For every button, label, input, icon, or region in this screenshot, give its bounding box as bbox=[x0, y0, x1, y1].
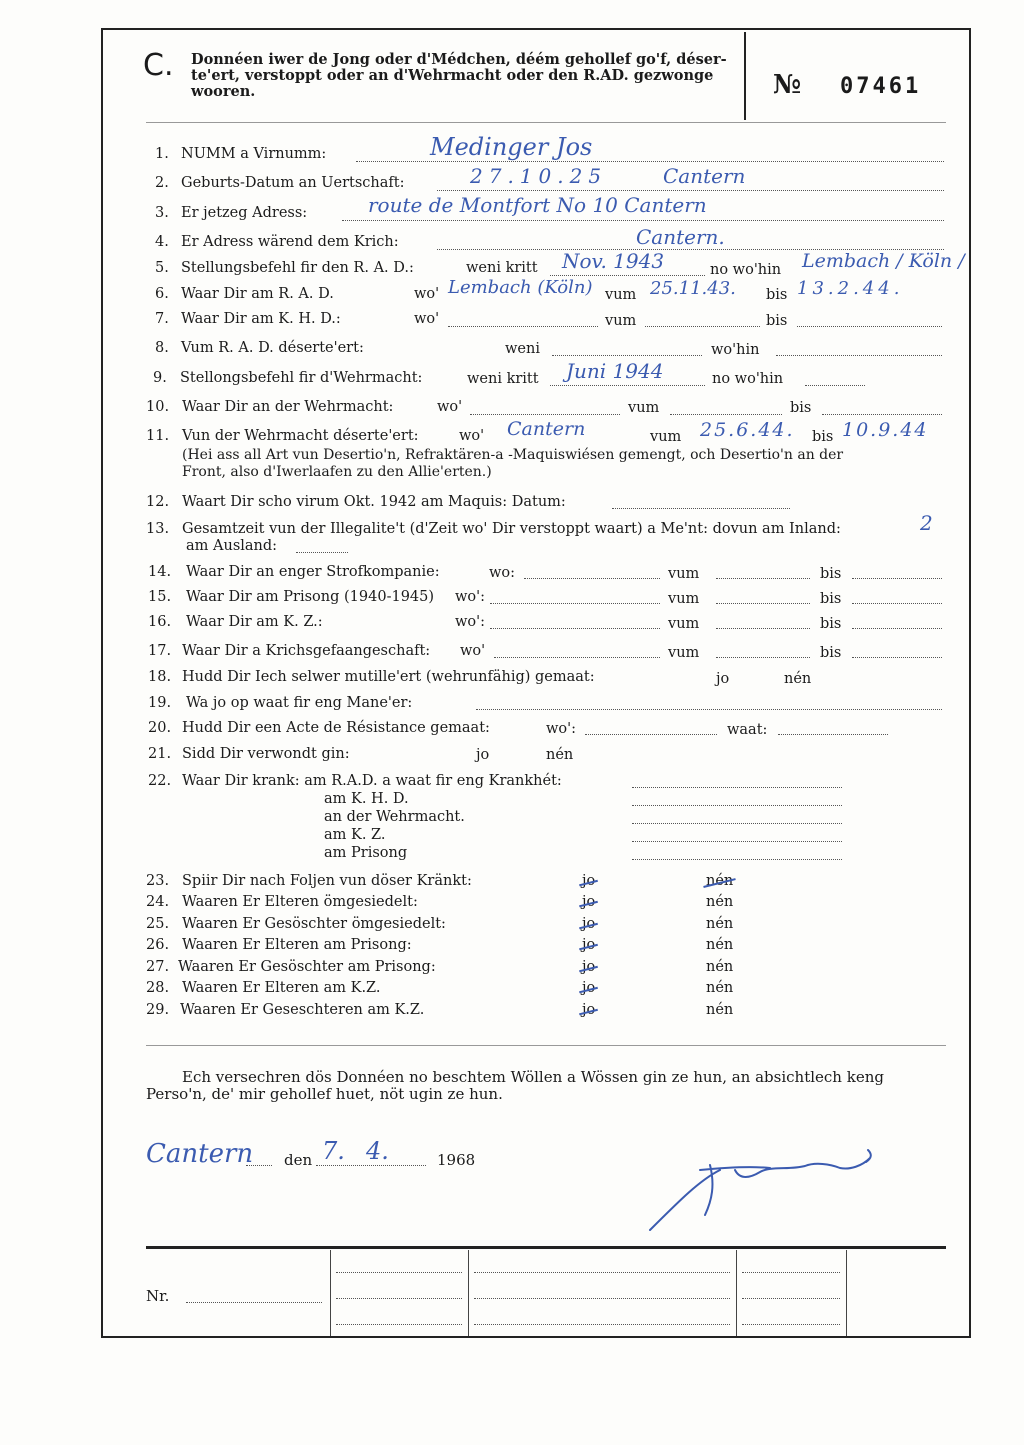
field-22-sub-2: an der Wehrmacht. bbox=[324, 809, 465, 825]
field-21-label: Sidd Dir verwondt gin: bbox=[182, 746, 350, 762]
field-23-nen: nén bbox=[706, 873, 734, 889]
field-11-wo-value: Cantern bbox=[507, 418, 586, 440]
field-3-num: 3. bbox=[155, 205, 169, 221]
field-20-waat-line bbox=[778, 734, 888, 735]
field-7-label: Waar Dir am K. H. D.: bbox=[181, 311, 341, 327]
field-22-sub-4: am Prisong bbox=[324, 845, 408, 861]
field-6-wo-value: Lembach (Köln) bbox=[448, 277, 593, 298]
field-16-wo-line bbox=[490, 628, 660, 629]
field-22-sub-3: am K. Z. bbox=[324, 827, 386, 843]
field-6-wo-label: wo' bbox=[414, 286, 440, 302]
signoff-date-line bbox=[316, 1165, 426, 1166]
field-13-ausland-line bbox=[296, 552, 348, 553]
field-10-wo-line bbox=[470, 414, 620, 415]
field-11-vum-label: vum bbox=[650, 429, 682, 445]
field-7-num: 7. bbox=[155, 311, 169, 327]
field-17-vum-line bbox=[716, 657, 810, 658]
field-18-label: Hudd Dir Iech selwer mutille'ert (wehrunfähig) gemaat: bbox=[182, 669, 595, 685]
field-19-num: 19. bbox=[148, 695, 172, 711]
field-26-jo: jo bbox=[582, 937, 596, 953]
field-7-vum-label: vum bbox=[605, 313, 637, 329]
field-7-bis-label: bis bbox=[766, 313, 788, 329]
field-16-vum-label: vum bbox=[668, 616, 700, 632]
field-14-wo-label: wo: bbox=[489, 565, 516, 581]
signoff-place-line bbox=[246, 1165, 272, 1166]
field-22-num: 22. bbox=[148, 773, 172, 789]
section-letter: C. bbox=[143, 48, 174, 83]
field-27-jo: jo bbox=[582, 959, 596, 975]
field-22-line-4 bbox=[632, 841, 842, 842]
field-5-num: 5. bbox=[155, 260, 169, 276]
field-11-num: 11. bbox=[146, 428, 170, 444]
field-17-label: Waar Dir a Krichsgefaangeschaft: bbox=[182, 643, 431, 659]
field-16-label: Waar Dir am K. Z.: bbox=[186, 614, 323, 630]
field-11-wo-label: wo' bbox=[459, 428, 485, 444]
footer-line-a2 bbox=[336, 1298, 462, 1299]
field-4-label: Er Adress wärend dem Krich: bbox=[181, 234, 399, 250]
footer-col-3 bbox=[736, 1250, 737, 1336]
field-2-num: 2. bbox=[155, 175, 169, 191]
field-5-weni-line bbox=[550, 275, 705, 276]
footer-line-b2 bbox=[474, 1298, 730, 1299]
field-25-label: Waaren Er Gesöschter ömgesiedelt: bbox=[182, 916, 446, 932]
field-20-num: 20. bbox=[148, 720, 172, 736]
field-11-bis-value: 10.9.44 bbox=[842, 419, 929, 441]
field-18-num: 18. bbox=[148, 669, 172, 685]
footer-line-c3 bbox=[742, 1324, 840, 1325]
field-22-label: Waar Dir krank: am R.A.D. a waat fir eng Krankhét: bbox=[182, 773, 562, 789]
field-25-num: 25. bbox=[146, 916, 170, 932]
field-16-bis-line bbox=[852, 628, 942, 629]
field-6-vum-value: 25.11.43. bbox=[650, 278, 736, 299]
footer-rule bbox=[146, 1246, 946, 1249]
field-14-label: Waar Dir an enger Strofkompanie: bbox=[186, 564, 440, 580]
field-7-wo-label: wo' bbox=[414, 311, 440, 327]
field-17-vum-label: vum bbox=[668, 645, 700, 661]
field-11-note-1: (Hei ass all Art vun Desertio'n, Refraktären-a -Maquiswiésen gemengt, och Desertio'n an der bbox=[182, 447, 844, 463]
field-27-label: Waaren Er Gesöschter am Prisong: bbox=[178, 959, 436, 975]
field-15-bis-label: bis bbox=[820, 591, 842, 607]
field-9-wohin-line bbox=[805, 385, 865, 386]
field-13-num: 13. bbox=[146, 521, 170, 537]
header-divider bbox=[744, 32, 746, 120]
field-10-bis-label: bis bbox=[790, 400, 812, 416]
footer-line-c1 bbox=[742, 1272, 840, 1273]
field-25-jo: jo bbox=[582, 916, 596, 932]
field-21-num: 21. bbox=[148, 746, 172, 762]
signoff-den: den bbox=[284, 1151, 313, 1169]
field-15-wo-line bbox=[490, 603, 660, 604]
field-1-value: Medinger Jos bbox=[430, 133, 593, 161]
field-12-label: Waart Dir scho virum Okt. 1942 am Maquis: Datum: bbox=[182, 494, 566, 510]
field-8-wohin-line bbox=[776, 355, 942, 356]
number-sign: № bbox=[773, 70, 802, 100]
field-19-line bbox=[476, 709, 942, 710]
field-5-weni-value: Nov. 1943 bbox=[562, 249, 665, 273]
field-24-num: 24. bbox=[146, 894, 170, 910]
field-23-jo: jo bbox=[582, 873, 596, 889]
field-5-wohin-label: no wo'hin bbox=[710, 262, 782, 278]
field-26-num: 26. bbox=[146, 937, 170, 953]
field-17-wo-line bbox=[494, 657, 660, 658]
field-22-line-1 bbox=[632, 787, 842, 788]
field-10-bis-line bbox=[822, 414, 942, 415]
field-4-num: 4. bbox=[155, 234, 169, 250]
field-10-wo-label: wo' bbox=[437, 399, 463, 415]
field-14-bis-line bbox=[852, 578, 942, 579]
field-11-vum-value: 25.6.44. bbox=[700, 419, 795, 441]
field-8-weni-label: weni bbox=[505, 341, 540, 357]
field-6-bis-label: bis bbox=[766, 287, 788, 303]
field-17-num: 17. bbox=[148, 643, 172, 659]
field-3-line bbox=[342, 220, 944, 221]
field-6-num: 6. bbox=[155, 286, 169, 302]
field-15-label: Waar Dir am Prisong (1940-1945) bbox=[186, 589, 435, 605]
form-title: Donnéen iwer de Jong oder d'Médchen, déém gehollef go'f, déser-te'ert, verstoppt oder an d'Wehrmacht oder den R.AD. gezwonge wooren. bbox=[191, 51, 727, 100]
signoff-day: 7. bbox=[322, 1137, 345, 1165]
field-2-date: 27.10.25 bbox=[470, 164, 608, 188]
field-5-label: Stellungsbefehl fir den R. A. D.: bbox=[181, 260, 414, 276]
field-9-weni-label: weni kritt bbox=[467, 371, 539, 387]
field-6-label: Waar Dir am R. A. D. bbox=[181, 286, 334, 302]
field-28-label: Waaren Er Elteren am K.Z. bbox=[182, 980, 381, 996]
field-6-bis-value: 13.2.44. bbox=[797, 278, 904, 299]
footer-col-2 bbox=[468, 1250, 469, 1336]
field-18-nen: nén bbox=[784, 671, 812, 687]
field-9-num: 9. bbox=[153, 370, 167, 386]
field-13-ausland-label: am Ausland: bbox=[186, 538, 278, 554]
declaration-line-2: Perso'n, de' mir gehollef huet, nöt ugin ze hun. bbox=[146, 1085, 503, 1103]
field-10-num: 10. bbox=[146, 399, 170, 415]
footer-nr-label: Nr. bbox=[146, 1287, 170, 1305]
field-5-weni-label: weni kritt bbox=[466, 260, 538, 276]
field-17-wo-label: wo' bbox=[460, 643, 486, 659]
field-26-nen: nén bbox=[706, 937, 734, 953]
footer-col-1 bbox=[330, 1250, 331, 1336]
field-23-num: 23. bbox=[146, 873, 170, 889]
field-20-waat-label: waat: bbox=[727, 722, 768, 738]
field-28-jo: jo bbox=[582, 980, 596, 996]
field-12-line bbox=[612, 508, 790, 509]
field-1-line bbox=[356, 161, 944, 162]
section-rule bbox=[146, 1045, 946, 1046]
field-16-wo-label: wo': bbox=[455, 614, 486, 630]
field-11-label: Vun der Wehrmacht déserte'ert: bbox=[182, 428, 419, 444]
signoff-place: Cantern bbox=[146, 1139, 254, 1169]
field-11-note-2: Front, also d'Iwerlaafen zu den Allie'erten.) bbox=[182, 464, 492, 480]
field-29-jo: jo bbox=[582, 1002, 596, 1018]
field-29-nen: nén bbox=[706, 1002, 734, 1018]
footer-col-4 bbox=[846, 1250, 847, 1336]
field-3-label: Er jetzeg Adress: bbox=[181, 205, 308, 221]
field-14-vum-line bbox=[716, 578, 810, 579]
field-20-wo-label: wo': bbox=[546, 721, 577, 737]
field-22-line-2 bbox=[632, 805, 842, 806]
field-29-num: 29. bbox=[146, 1002, 170, 1018]
field-3-value: route de Montfort No 10 Cantern bbox=[368, 193, 707, 217]
field-20-wo-line bbox=[585, 734, 717, 735]
field-9-wohin-label: no wo'hin bbox=[712, 371, 784, 387]
field-24-nen: nén bbox=[706, 894, 734, 910]
field-25-nen: nén bbox=[706, 916, 734, 932]
field-28-num: 28. bbox=[146, 980, 170, 996]
footer-line-a3 bbox=[336, 1324, 462, 1325]
field-24-label: Waaren Er Elteren ömgesiedelt: bbox=[182, 894, 418, 910]
footer-line-c2 bbox=[742, 1298, 840, 1299]
field-28-nen: nén bbox=[706, 980, 734, 996]
form-number: 07461 bbox=[840, 74, 922, 99]
field-15-vum-line bbox=[716, 603, 810, 604]
field-17-bis-label: bis bbox=[820, 645, 842, 661]
field-14-vum-label: vum bbox=[668, 566, 700, 582]
field-8-num: 8. bbox=[155, 340, 169, 356]
field-27-nen: nén bbox=[706, 959, 734, 975]
field-16-vum-line bbox=[716, 628, 810, 629]
field-22-line-3 bbox=[632, 823, 842, 824]
field-22-line-5 bbox=[632, 859, 842, 860]
footer-line-b1 bbox=[474, 1272, 730, 1273]
field-5-wohin-value: Lembach / Köln / bbox=[802, 250, 965, 272]
field-9-weni-line bbox=[550, 385, 705, 386]
field-15-vum-label: vum bbox=[668, 591, 700, 607]
header-rule bbox=[146, 122, 946, 123]
field-19-label: Wa jo op waat fir eng Mane'er: bbox=[186, 695, 413, 711]
signoff-month: 4. bbox=[366, 1137, 389, 1165]
declaration-line-1: Ech versechren dös Donnéen no beschtem Wöllen a Wössen gin ze hun, an absichtlech keng bbox=[182, 1068, 884, 1086]
field-29-label: Waaren Er Geseschteren am K.Z. bbox=[180, 1002, 425, 1018]
field-4-value: Cantern. bbox=[636, 225, 725, 249]
footer-line-b3 bbox=[474, 1324, 730, 1325]
field-21-jo: jo bbox=[476, 747, 490, 763]
signature bbox=[640, 1140, 880, 1240]
field-2-line bbox=[437, 190, 944, 191]
field-13-inland-value: 2 bbox=[920, 511, 933, 535]
signoff-year: 1968 bbox=[437, 1151, 476, 1169]
field-24-jo: jo bbox=[582, 894, 596, 910]
field-8-wohin-label: wo'hin bbox=[711, 342, 760, 358]
field-26-label: Waaren Er Elteren am Prisong: bbox=[182, 937, 412, 953]
field-14-wo-line bbox=[524, 578, 660, 579]
field-9-weni-value: Juni 1944 bbox=[566, 359, 664, 383]
field-10-vum-label: vum bbox=[628, 400, 660, 416]
field-16-num: 16. bbox=[148, 614, 172, 630]
footer-line-a1 bbox=[336, 1272, 462, 1273]
field-18-jo: jo bbox=[716, 671, 730, 687]
field-17-bis-line bbox=[852, 657, 942, 658]
field-14-num: 14. bbox=[148, 564, 172, 580]
field-20-label: Hudd Dir een Acte de Résistance gemaat: bbox=[182, 720, 490, 736]
field-8-weni-line bbox=[552, 355, 702, 356]
field-15-bis-line bbox=[852, 603, 942, 604]
field-16-bis-label: bis bbox=[820, 616, 842, 632]
field-8-label: Vum R. A. D. déserte'ert: bbox=[181, 340, 364, 356]
field-27-num: 27. bbox=[146, 959, 170, 975]
field-13-label: Gesamtzeit vun der Illegalite't (d'Zeit wo' Dir verstoppt waart) a Me'nt: dovun am Inland: bbox=[182, 521, 841, 537]
field-10-label: Waar Dir an der Wehrmacht: bbox=[182, 399, 394, 415]
field-7-bis-line bbox=[797, 326, 942, 327]
field-21-nen: nén bbox=[546, 747, 574, 763]
field-15-wo-label: wo': bbox=[455, 589, 486, 605]
field-15-num: 15. bbox=[148, 589, 172, 605]
field-1-num: 1. bbox=[155, 146, 169, 162]
field-6-vum-label: vum bbox=[605, 287, 637, 303]
field-2-label: Geburts-Datum an Uertschaft: bbox=[181, 175, 405, 191]
field-7-wo-line bbox=[448, 326, 598, 327]
field-7-vum-line bbox=[645, 326, 760, 327]
field-2-place: Cantern bbox=[663, 164, 746, 188]
field-9-label: Stellongsbefehl fir d'Wehrmacht: bbox=[180, 370, 423, 386]
field-12-num: 12. bbox=[146, 494, 170, 510]
field-1-label: NUMM a Virnumm: bbox=[181, 146, 327, 162]
footer-nr-line bbox=[186, 1302, 322, 1303]
field-23-label: Spiir Dir nach Foljen vun döser Kränkt: bbox=[182, 873, 472, 889]
field-10-vum-line bbox=[670, 414, 782, 415]
field-11-bis-label: bis bbox=[812, 429, 834, 445]
field-22-sub-1: am K. H. D. bbox=[324, 791, 409, 807]
field-14-bis-label: bis bbox=[820, 566, 842, 582]
